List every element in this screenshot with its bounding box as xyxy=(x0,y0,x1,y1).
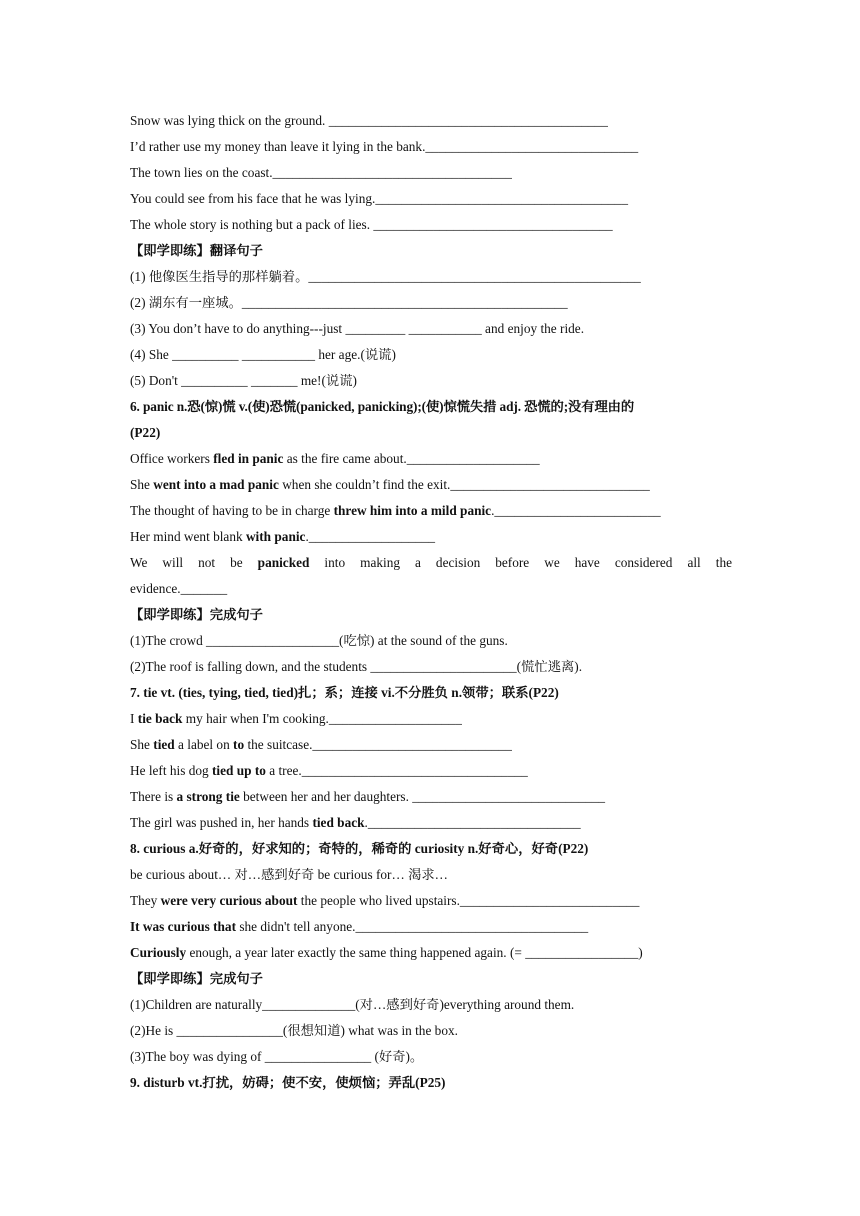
text-line: They were very curious about the people who lived upstairs.___________________________ xyxy=(130,893,640,908)
text-line: We will not be panicked into making a decision before we have considered all the xyxy=(130,555,732,570)
text-line: The whole story is nothing but a pack of lies. ____________________________________ xyxy=(130,217,613,232)
text-line: evidence._______ xyxy=(130,581,228,596)
text-line: The town lies on the coast.____________________________________ xyxy=(130,165,512,180)
text-line: She went into a mad panic when she couldn’t find the exit.______________________________ xyxy=(130,477,650,492)
exercise-item: (2)The roof is falling down, and the students ______________________(慌忙逃离). xyxy=(130,659,583,674)
text-line: Office workers fled in panic as the fire came about.____________________ xyxy=(130,451,540,466)
text-line: There is a strong tie between her and her daughters. _____________________________ xyxy=(130,789,606,804)
exercise-heading: 【即学即练】完成句子 xyxy=(130,971,263,986)
exercise-item: (5) Don't __________ _______ me!(说谎) xyxy=(130,373,357,388)
text-line: The thought of having to be in charge threw him into a mild panic._________________________ xyxy=(130,503,661,518)
vocab-heading-curious: 8. curious a.好奇的，好求知的；奇特的，稀奇的 curiosity n.好奇心，好奇(P22) xyxy=(130,841,589,856)
exercise-item: (2) 湖东有一座城。_________________________________________________ xyxy=(130,295,568,310)
vocab-heading-panic-page: (P22) xyxy=(130,425,161,440)
exercise-heading: 【即学即练】翻译句子 xyxy=(130,243,263,258)
exercise-item: (1) 他像医生指导的那样躺着。__________________________________________________ xyxy=(130,269,641,284)
exercise-item: (4) She __________ ___________ her age.(说谎) xyxy=(130,347,396,362)
text-line: be curious about… 对…感到好奇 be curious for… 渴求… xyxy=(130,867,448,882)
text-line: I tie back my hair when I'm cooking.____________________ xyxy=(130,711,462,726)
text-line: I’d rather use my money than leave it lying in the bank.________________________________ xyxy=(130,139,639,154)
text-line: You could see from his face that he was lying.______________________________________ xyxy=(130,191,628,206)
text-line: Snow was lying thick on the ground. __________________________________________ xyxy=(130,113,608,128)
text-line: Her mind went blank with panic.___________________ xyxy=(130,529,436,544)
exercise-item: (1)Children are naturally______________(对…感到好奇)everything around them. xyxy=(130,997,575,1012)
vocab-heading-tie: 7. tie vt. (ties, tying, tied, tied)扎；系；连接 vi.不分胜负 n.领带；联系(P22) xyxy=(130,685,559,700)
text-line: She tied a label on to the suitcase.______________________________ xyxy=(130,737,512,752)
exercise-item: (1)The crowd ____________________(吃惊) at the sound of the guns. xyxy=(130,633,508,648)
vocab-heading-disturb: 9. disturb vt.打扰，妨碍；使不安，使烦恼；弄乱(P25) xyxy=(130,1075,446,1090)
text-line: Curiously enough, a year later exactly the same thing happened again. (= _________________) xyxy=(130,945,643,960)
exercise-heading: 【即学即练】完成句子 xyxy=(130,607,263,622)
vocab-heading-panic: 6. panic n.恐(惊)慌 v.(使)恐慌(panicked, panicking);(使)惊慌失措 adj. 恐慌的;没有理由的 xyxy=(130,399,635,414)
exercise-item: (2)He is ________________(很想知道) what was in the box. xyxy=(130,1023,458,1038)
exercise-item: (3)The boy was dying of ________________ (好奇)。 xyxy=(130,1049,424,1064)
text-line: It was curious that she didn't tell anyone.___________________________________ xyxy=(130,919,589,934)
text-line: The girl was pushed in, her hands tied back.________________________________ xyxy=(130,815,581,830)
text-line: He left his dog tied up to a tree.__________________________________ xyxy=(130,763,528,778)
exercise-item: (3) You don’t have to do anything---just _________ ___________ and enjoy the ride. xyxy=(130,321,585,336)
